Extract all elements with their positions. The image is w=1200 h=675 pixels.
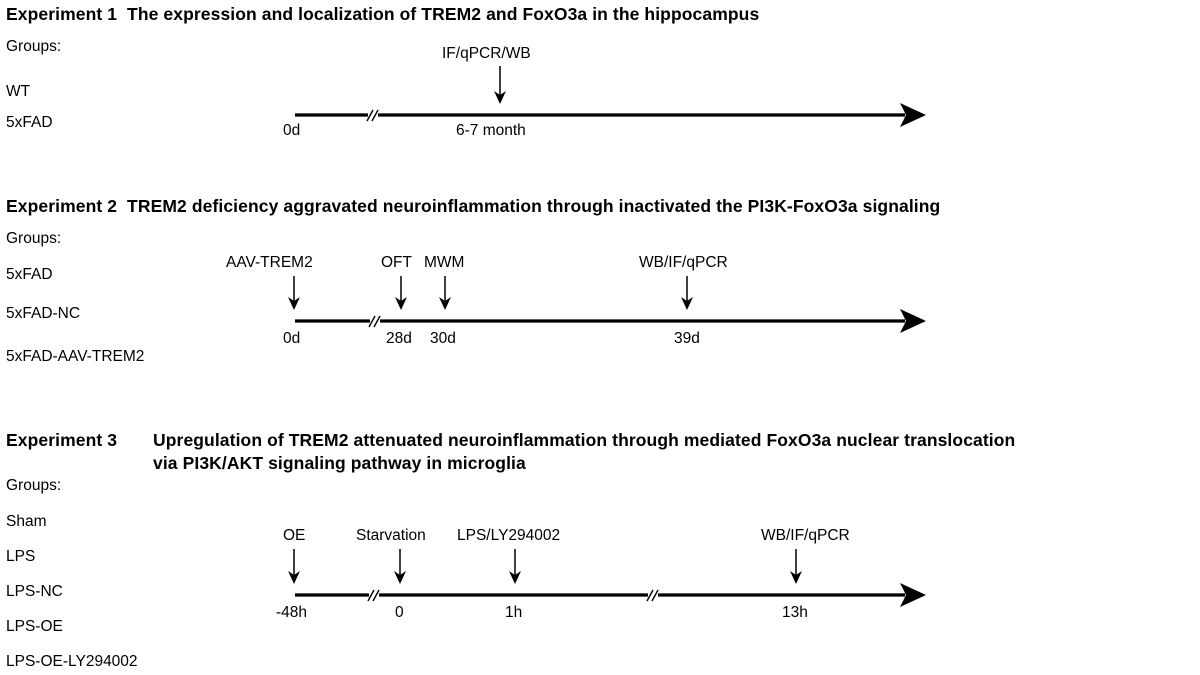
event-label-mwm: MWM — [424, 254, 465, 271]
experiment-1-groups-label: Groups: — [6, 38, 62, 55]
tick-label-0d: 0d — [283, 122, 301, 139]
tick-label-30d: 30d — [430, 330, 456, 347]
tick-label-39d: 39d — [674, 330, 700, 347]
experiment-2-timeline-axis — [295, 309, 926, 333]
experiment-3-title-line-1: Upregulation of TREM2 attenuated neuroinflammation through mediated FoxO3a nuclear translocation — [153, 430, 1016, 450]
experiment-2-groups-label: Groups: — [6, 230, 62, 247]
experiment-3-number: Experiment 3 — [6, 430, 118, 450]
down-arrow-icon — [288, 549, 300, 584]
experiment-1-title: The expression and localization of TREM2 and FoxO3a in the hippocampus — [127, 4, 760, 24]
experiment-2-group-5xfad-nc: 5xFAD-NC — [6, 305, 81, 322]
experiment-3-timeline-axis — [295, 583, 926, 607]
down-arrow-icon — [509, 549, 521, 584]
event-label-if-qpcr-wb: IF/qPCR/WB — [442, 45, 531, 62]
tick-label-1h: 1h — [505, 604, 523, 621]
tick-label-6-7-month: 6-7 month — [456, 122, 526, 139]
experiment-3-groups-label: Groups: — [6, 477, 62, 494]
down-arrow-icon — [439, 276, 451, 310]
tick-label-13h: 13h — [782, 604, 808, 621]
experiment-2-group-5xfad-aav-trem2: 5xFAD-AAV-TREM2 — [6, 348, 145, 365]
experiment-3-title-line-2: via PI3K/AKT signaling pathway in microglia — [153, 453, 526, 473]
event-label-oe: OE — [283, 527, 306, 544]
event-label-lps-ly294002: LPS/LY294002 — [457, 527, 561, 544]
down-arrow-icon — [681, 276, 693, 310]
down-arrow-icon — [288, 276, 300, 310]
experiment-1-group-5xfad: 5xFAD — [6, 114, 53, 131]
experiment-3-group-lps: LPS — [6, 548, 36, 565]
event-label-aav-trem2: AAV-TREM2 — [226, 254, 313, 271]
event-label-oft: OFT — [381, 254, 412, 271]
experiment-1-number: Experiment 1 — [6, 4, 118, 24]
experiment-1-timeline-axis — [295, 103, 926, 127]
tick-label-28d: 28d — [386, 330, 412, 347]
event-label-wb-if-qpcr: WB/IF/qPCR — [639, 254, 728, 271]
down-arrow-icon — [395, 276, 407, 310]
down-arrow-icon — [394, 549, 406, 584]
experiment-3-group-lps-oe: LPS-OE — [6, 618, 63, 635]
experiment-3-group-lps-nc: LPS-NC — [6, 583, 63, 600]
event-label-wb-if-qpcr: WB/IF/qPCR — [761, 527, 850, 544]
experiment-2-group-5xfad: 5xFAD — [6, 266, 53, 283]
experiment-3-group-sham: Sham — [6, 513, 47, 530]
event-label-starvation: Starvation — [356, 527, 426, 544]
tick-label-0: 0 — [395, 604, 404, 621]
tick-label-0d: 0d — [283, 330, 301, 347]
experiment-1-group-wt: WT — [6, 83, 31, 100]
down-arrow-icon — [790, 549, 802, 584]
tick-label-minus-48h: -48h — [276, 604, 308, 621]
experiment-2-number: Experiment 2 — [6, 196, 118, 216]
experiment-2-title: TREM2 deficiency aggravated neuroinflammation through inactivated the PI3K-FoxO3a signaling — [127, 196, 941, 216]
down-arrow-icon — [494, 66, 506, 104]
experiment-3-group-lps-oe-ly294002: LPS-OE-LY294002 — [6, 653, 138, 670]
